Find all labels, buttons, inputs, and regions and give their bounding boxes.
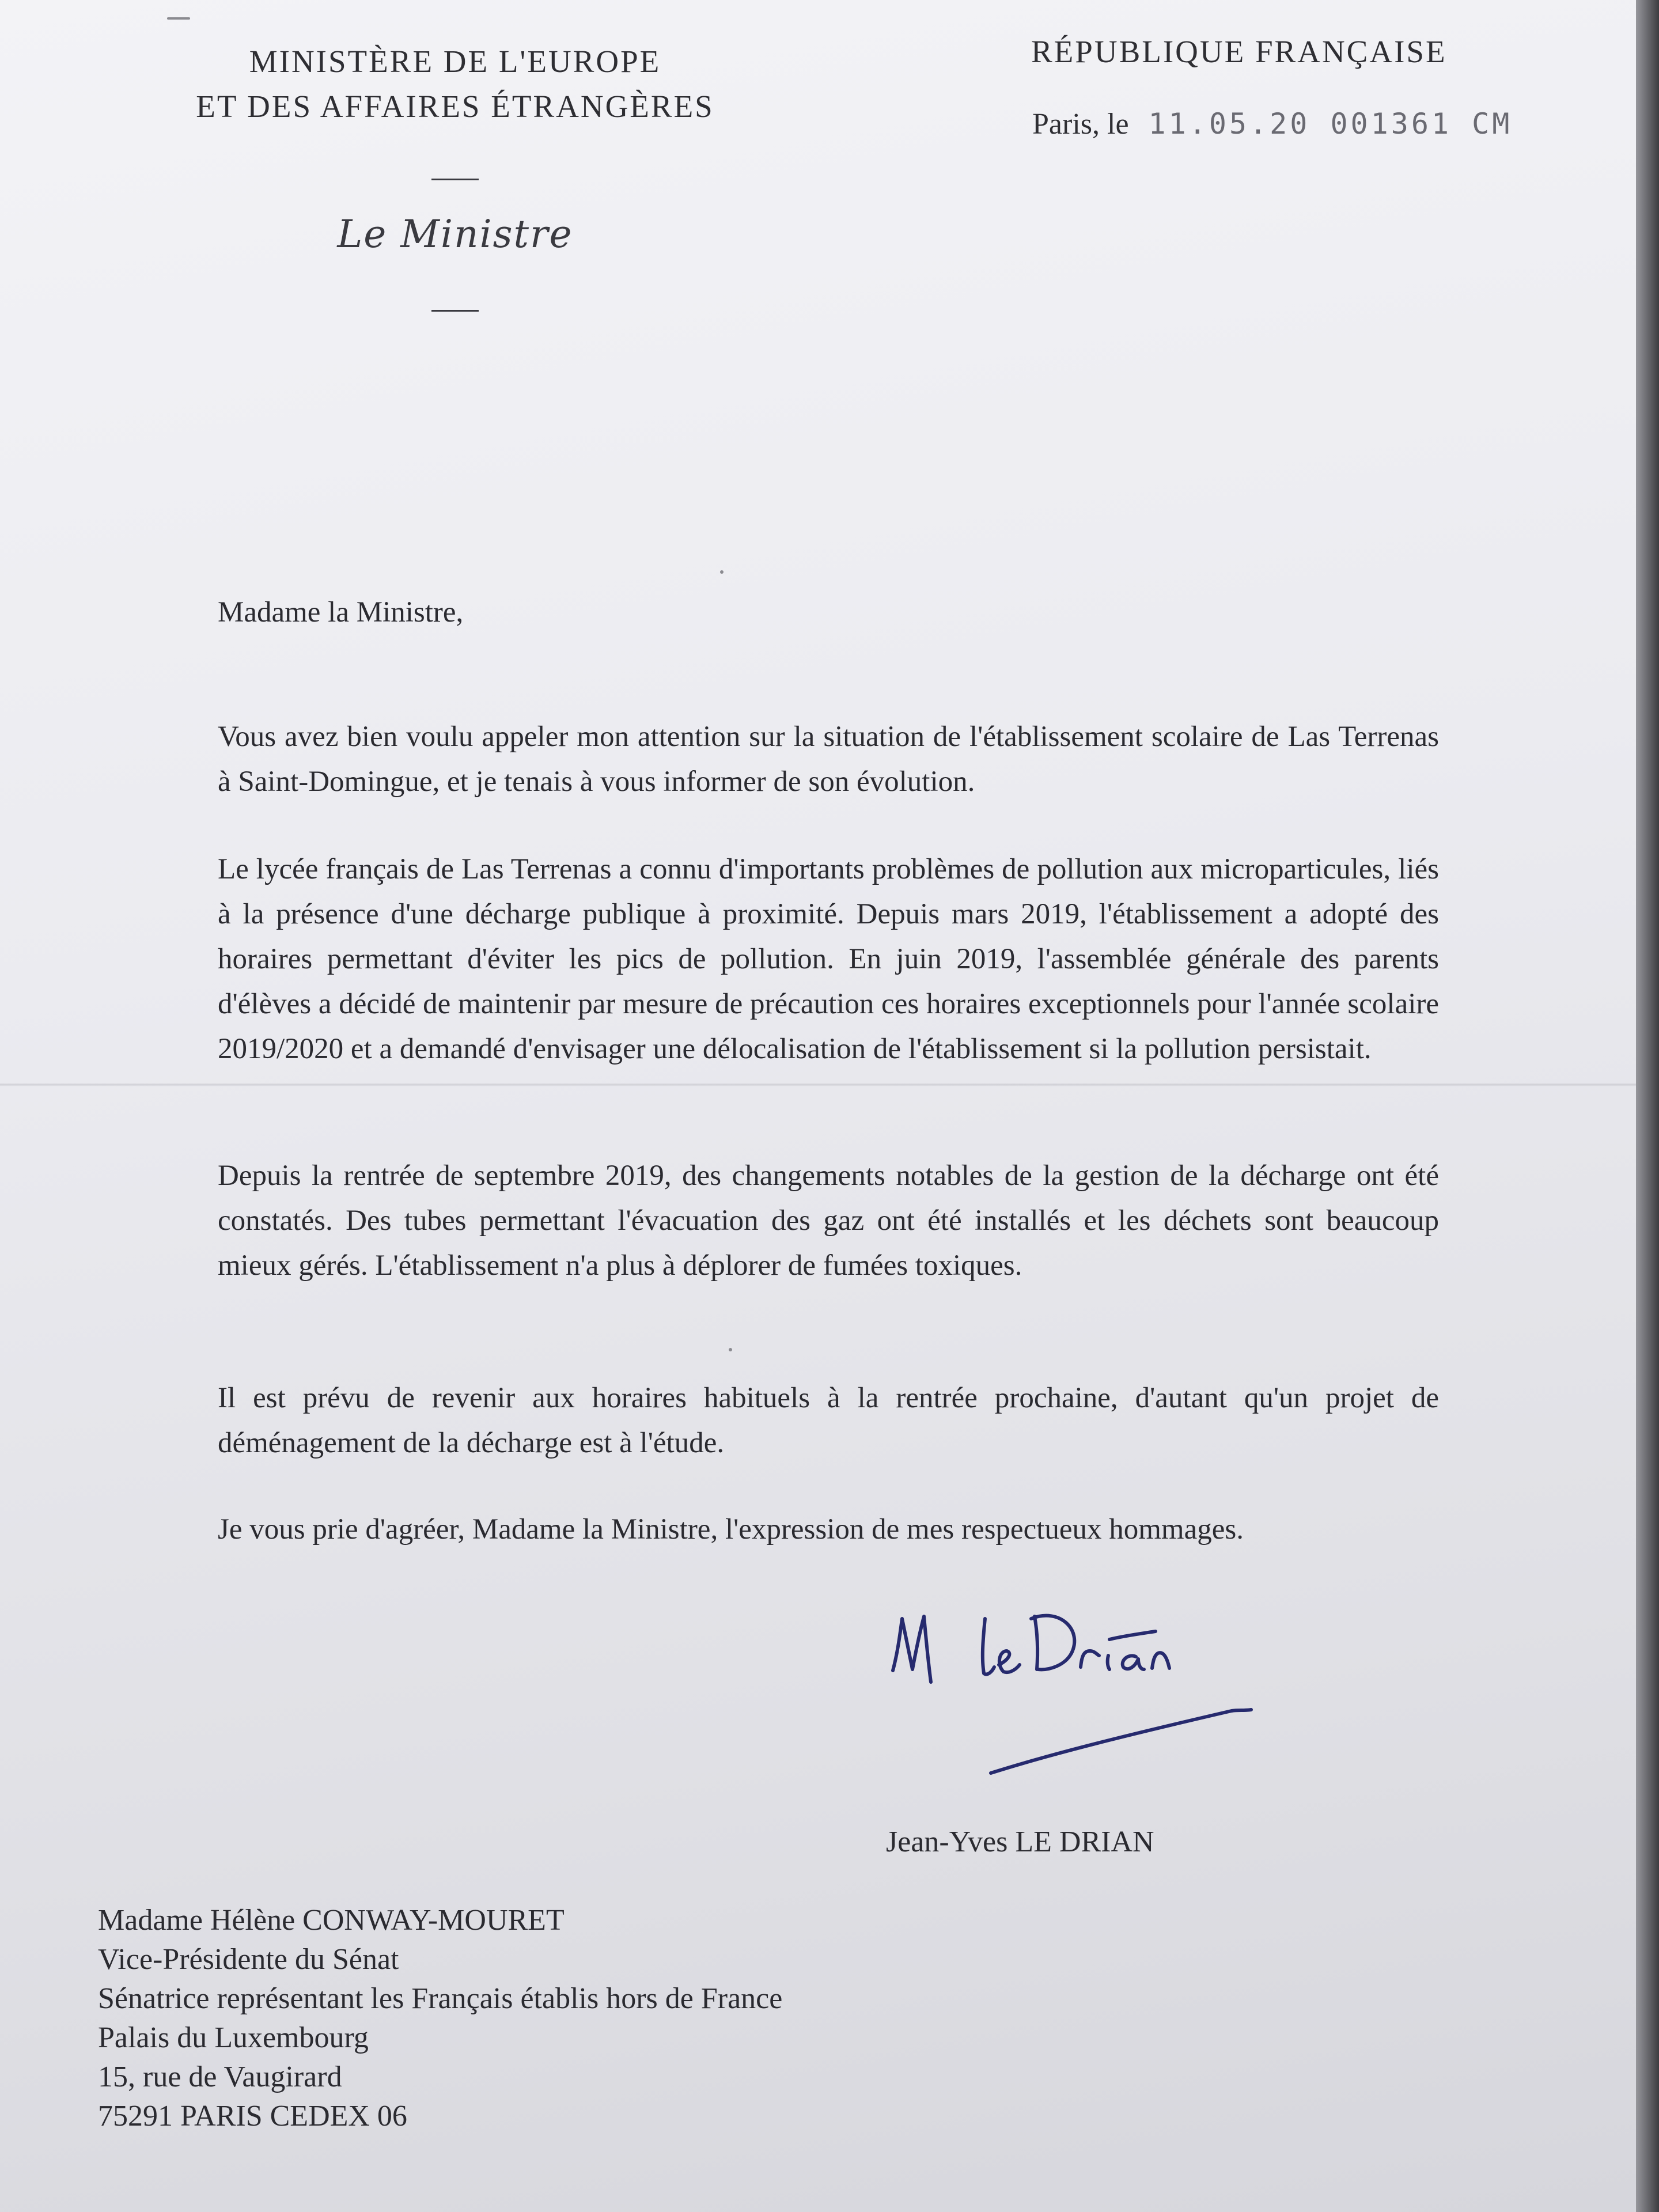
letter-paragraph	[218, 1153, 1439, 1288]
paragraph-text: Je vous prie d'agréer, Madame la Ministre, l'expression de mes respectueux hommages.	[218, 1513, 1244, 1546]
address-line: Vice-Présidente du Sénat	[98, 1943, 399, 1976]
paper-speck	[720, 570, 724, 574]
republic-heading: RÉPUBLIQUE FRANÇAISE	[1031, 34, 1447, 69]
paper-speck	[729, 1348, 732, 1351]
paragraph-text: Le lycée français de Las Terrenas a connu d'importants problèmes de pollution aux microparticules, liés à la présence d'une décharge publique à proximité. Depuis mars 2019, l'établissement a adopté des horaires permettant d'éviter les pics de pollution. En juin 2019, l'assemblée générale des parents d'élèves a décidé de maintenir par mesure de précaution ces horaires exceptionnels pour l'année scolaire 2019/2020 et a demandé d'envisager une délocalisation de l'établissement si la pollution persistait.	[218, 853, 1439, 1065]
address-line: 15, rue de Vaugirard	[98, 2061, 342, 2093]
signer-name: Jean-Yves LE DRIAN	[886, 1825, 1154, 1858]
address-line: Sénatrice représentant les Français établis hors de France	[98, 1982, 783, 2015]
letterhead-divider-bottom	[431, 310, 479, 312]
place-date-label: Paris, le	[1032, 108, 1129, 141]
recipient-address	[98, 1901, 1020, 2136]
handwritten-signature	[876, 1596, 1290, 1786]
address-line: Palais du Luxembourg	[98, 2021, 369, 2054]
ministry-letterhead	[173, 39, 737, 312]
paragraph-text: Depuis la rentrée de septembre 2019, des changements notables de la gestion de la décharge ont été constatés. Des tubes permettant l'évacuation des gaz ont été installés et les déchets sont beaucoup mieux gérés. L'établissement n'a plus à déplorer de fumées toxiques.	[218, 1160, 1439, 1282]
ministry-name-line1: MINISTÈRE DE L'EUROPE	[249, 44, 661, 79]
ministry-name-line2: ET DES AFFAIRES ÉTRANGÈRES	[196, 89, 714, 124]
paper-fold-line	[0, 1083, 1636, 1086]
letter-paragraph	[218, 714, 1439, 804]
paragraph-text: Vous avez bien voulu appeler mon attention sur la situation de l'établissement scolaire de Las Terrenas à Saint-Domingue, et je tenais à vous informer de son évolution.	[218, 721, 1439, 798]
address-line: Madame Hélène CONWAY-MOURET	[98, 1904, 565, 1937]
letter-paragraph	[218, 847, 1439, 1071]
paper-speck	[167, 17, 190, 20]
letter-paragraph	[218, 1507, 1439, 1552]
date-stamp: 11.05.20 001361 CM	[1148, 107, 1513, 141]
letter-paragraph	[218, 1376, 1439, 1465]
address-line: 75291 PARIS CEDEX 06	[98, 2100, 407, 2133]
place-date-line	[1032, 107, 1512, 141]
salutation: Madame la Ministre,	[218, 596, 464, 628]
minister-title: Le Ministre	[337, 212, 573, 256]
letterhead-divider-top	[431, 179, 479, 180]
paragraph-text: Il est prévu de revenir aux horaires habituels à la rentrée prochaine, d'autant qu'un projet de déménagement de la décharge est à l'étude.	[218, 1382, 1439, 1459]
